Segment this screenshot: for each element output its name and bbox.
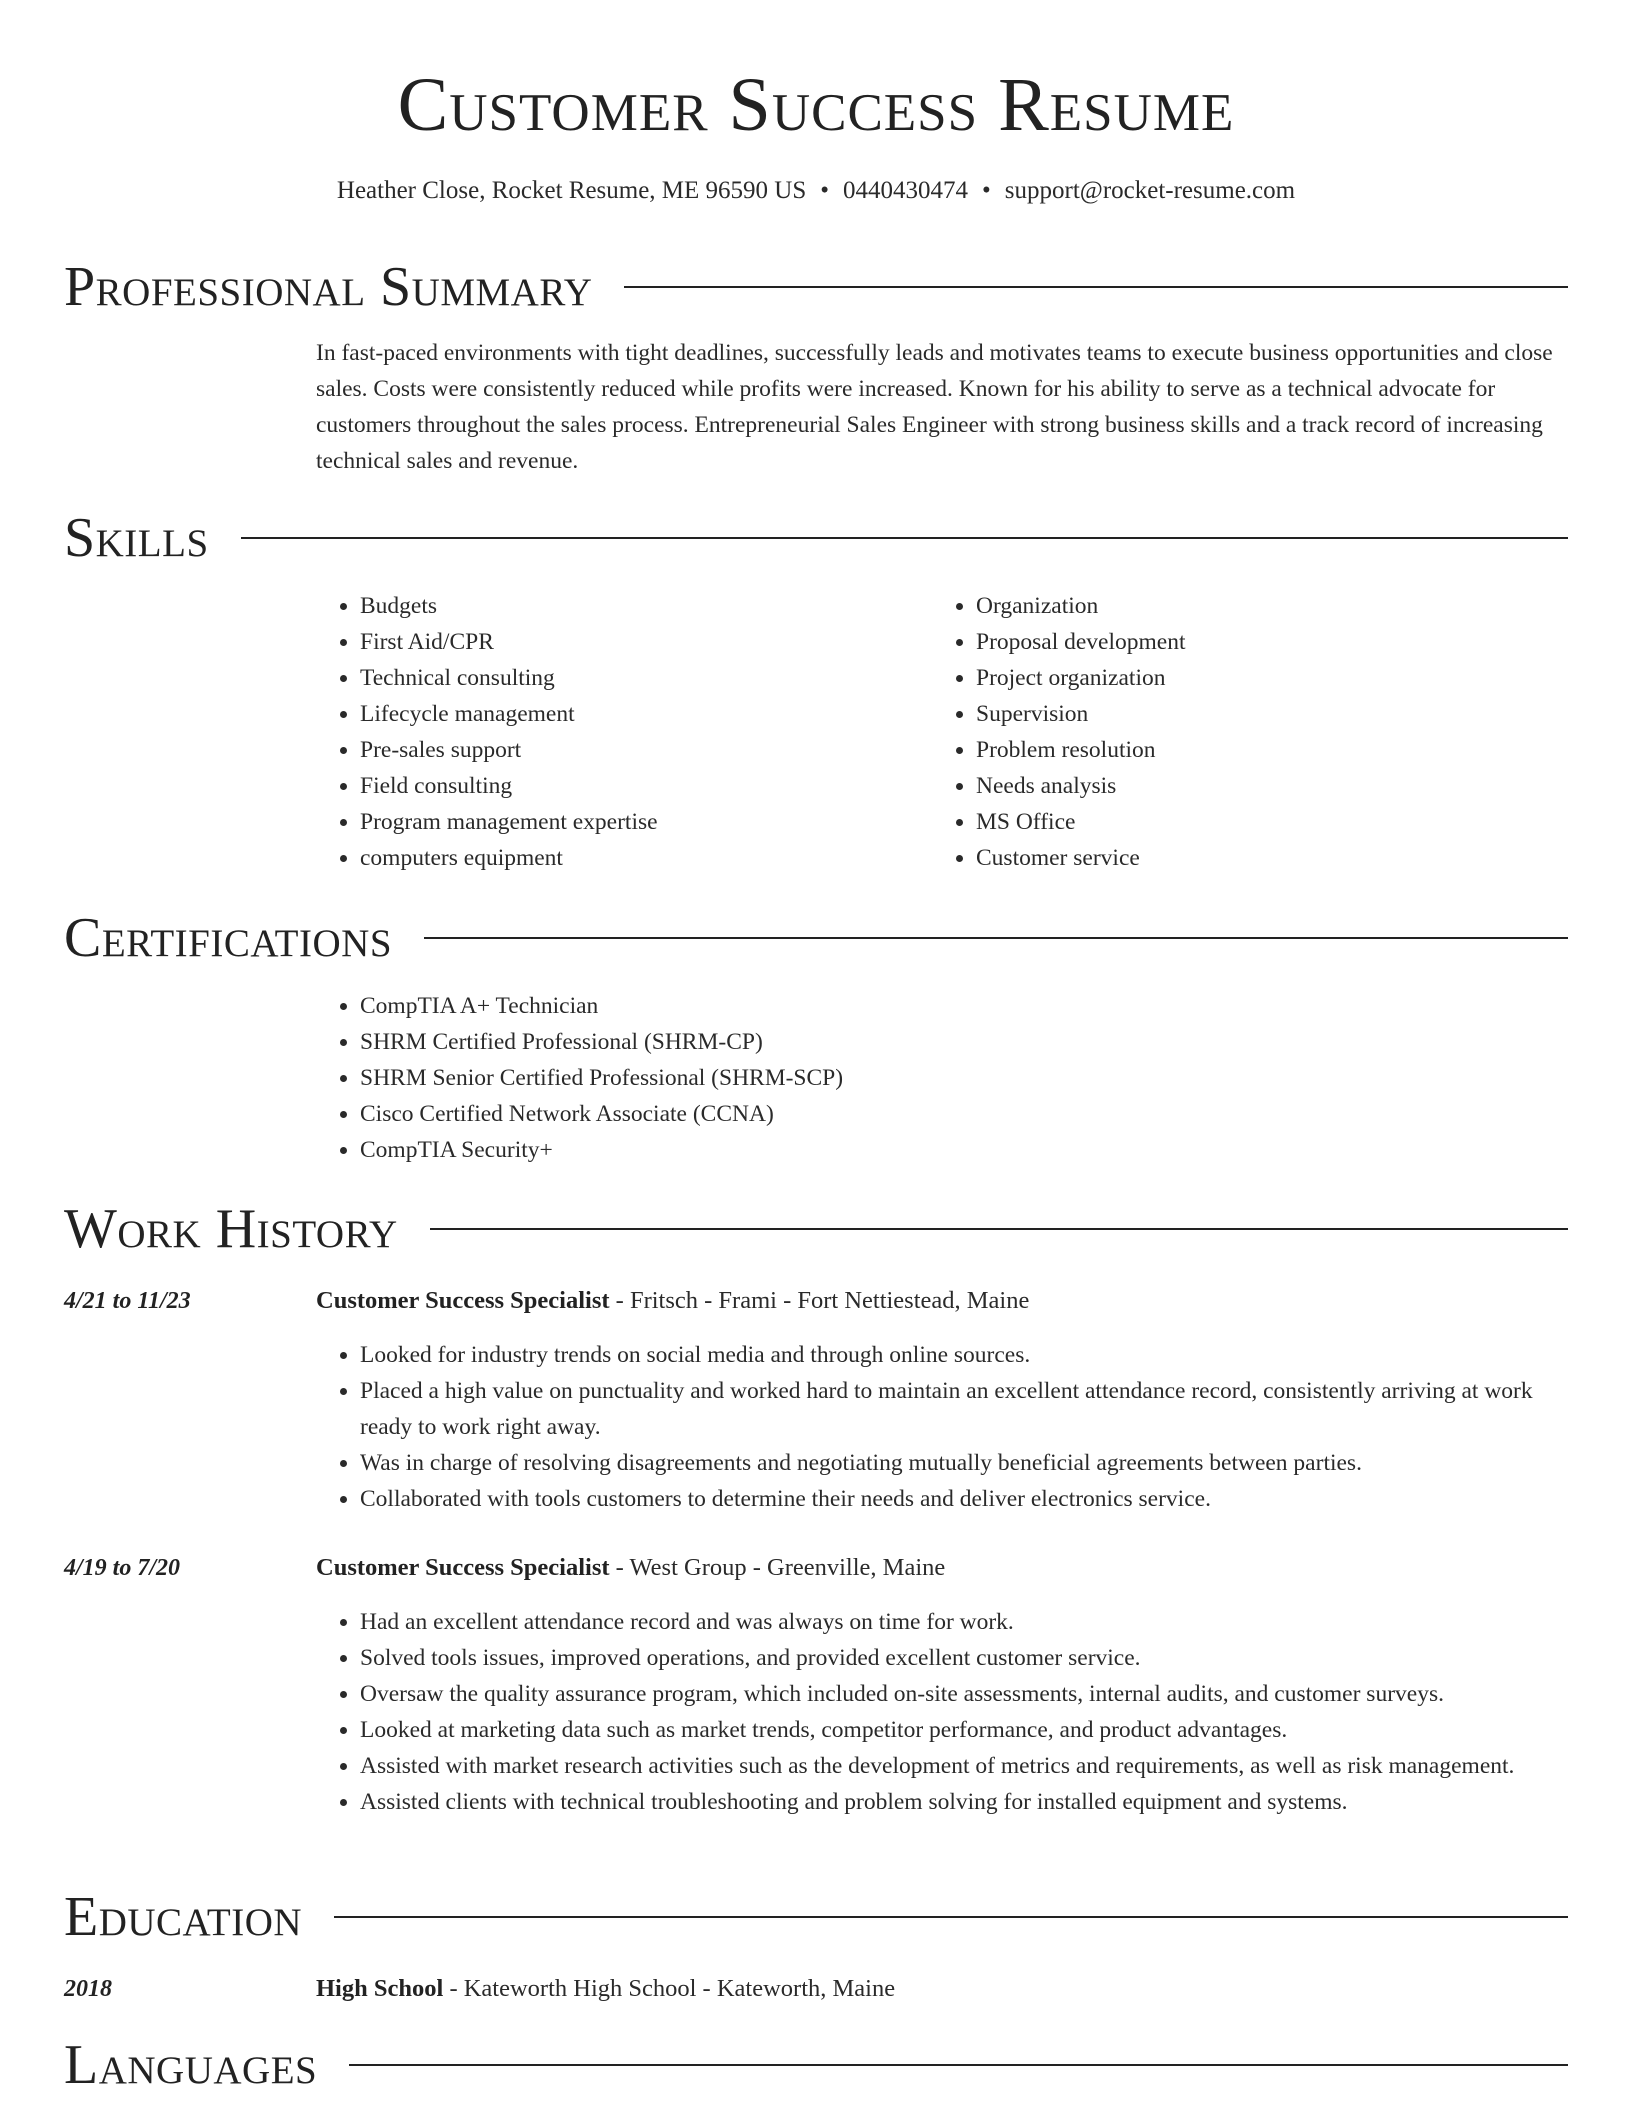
skill-item: • Supervision [976, 696, 1532, 732]
skill-item: • MS Office [976, 804, 1532, 840]
section-header-work-history [64, 1194, 1568, 1264]
job-bullet: • Looked for industry trends on social media and through online sources. [360, 1337, 1570, 1373]
education-entry [316, 1971, 895, 2007]
contact-separator: • [982, 177, 991, 204]
skill-item: • Lifecycle management [360, 696, 916, 732]
job-bullets [316, 1604, 1570, 1820]
skill-item: • Program management expertise [360, 804, 916, 840]
skill-item: • Needs analysis [976, 768, 1532, 804]
section-title: Languages [64, 2034, 318, 2096]
skill-item: • Budgets [360, 588, 916, 624]
skill-item: • Organization [976, 588, 1532, 624]
education-degree: High School [316, 1975, 444, 2002]
section-divider [424, 937, 1568, 939]
job-title: Customer Success Specialist [316, 1554, 610, 1581]
skill-item: • Pre-sales support [360, 732, 916, 768]
job-title: Customer Success Specialist [316, 1287, 610, 1314]
job-bullet: • Assisted with market research activities such as the development of metrics and requirements, as well as risk management. [360, 1748, 1570, 1784]
skill-item: • Field consulting [360, 768, 916, 804]
skill-item: • computers equipment [360, 840, 916, 876]
contact-separator: • [820, 177, 830, 204]
job-dates: 4/19 to 7/20 [64, 1555, 181, 1581]
job-bullet: • Collaborated with tools customers to determine their needs and deliver electronics service. [360, 1481, 1570, 1517]
job-employer: - Fritsch - Frami - Fort Nettiestead, Maine [609, 1287, 1030, 1314]
section-title: Certifications [64, 907, 393, 969]
job-bullet: • Looked at marketing data such as market trends, competitor performance, and product advantages. [360, 1712, 1570, 1748]
skill-item: • Project organization [976, 660, 1532, 696]
section-title: Skills [64, 507, 209, 569]
section-header-summary [64, 252, 1568, 322]
certification-item: • SHRM Certified Professional (SHRM-CP) [360, 1024, 1570, 1060]
job-bullets [316, 1337, 1570, 1517]
skill-item: • First Aid/CPR [360, 624, 916, 660]
skill-item: • Customer service [976, 840, 1532, 876]
section-divider [241, 537, 1568, 539]
section-header-certifications [64, 903, 1568, 973]
job-bullet: • Solved tools issues, improved operations, and provided excellent customer service. [360, 1640, 1570, 1676]
section-header-education [64, 1882, 1568, 1952]
section-header-languages [64, 2030, 1568, 2100]
education-year: 2018 [64, 1976, 112, 2002]
certification-item: • CompTIA A+ Technician [360, 988, 1570, 1024]
job-header [316, 1550, 945, 1586]
summary-text: In fast-paced environments with tight deadlines, successfully leads and motivates teams to execute business opportunities and close sales. Costs were consistently reduced while profits were increased. Known for his ability to serve as a technical advocate for customers throughout the sales process. Entrepreneurial Sales Engineer with strong business skills and a track record of increasing technical sales and revenue. [316, 340, 1553, 474]
job-header [316, 1283, 1029, 1319]
education-school: - Kateworth High School - Kateworth, Maine [443, 1975, 896, 2002]
job-bullet: • Assisted clients with technical troubleshooting and problem solving for installed equipment and systems. [360, 1784, 1570, 1820]
section-divider [334, 1916, 1568, 1918]
contact-line [0, 174, 1632, 208]
certification-item: • CompTIA Security+ [360, 1132, 1570, 1168]
job-bullet: • Placed a high value on punctuality and worked hard to maintain an excellent attendance record, consistently arriving at work ready to work right away. [360, 1373, 1570, 1445]
section-divider [349, 2064, 1568, 2066]
section-header-skills [64, 503, 1568, 573]
section-divider [430, 1228, 1568, 1230]
skills-column-right [932, 588, 1532, 876]
skills-column-left [316, 588, 916, 876]
job-employer: - West Group - Greenville, Maine [609, 1554, 946, 1581]
job-bullet: • Had an excellent attendance record and was always on time for work. [360, 1604, 1570, 1640]
contact-address: Heather Close, Rocket Resume, ME 96590 US [336, 177, 807, 204]
section-title: Work History [64, 1198, 398, 1260]
job-dates: 4/21 to 11/23 [64, 1288, 191, 1314]
certifications-list [316, 988, 1570, 1168]
contact-phone: 0440430474 [843, 177, 969, 204]
contact-email[interactable]: support@rocket-resume.com [1004, 177, 1296, 204]
skill-item: • Problem resolution [976, 732, 1532, 768]
certification-item: • SHRM Senior Certified Professional (SHRM-SCP) [360, 1060, 1570, 1096]
job-bullet: • Was in charge of resolving disagreements and negotiating mutually beneficial agreements between parties. [360, 1445, 1570, 1481]
resume-title: Customer Success Resume [397, 63, 1235, 147]
section-title: Professional Summary [64, 256, 593, 318]
section-title: Education [64, 1886, 303, 1948]
certification-item: • Cisco Certified Network Associate (CCNA) [360, 1096, 1570, 1132]
skill-item: • Proposal development [976, 624, 1532, 660]
section-divider [624, 286, 1568, 288]
skill-item: • Technical consulting [360, 660, 916, 696]
job-bullet: • Oversaw the quality assurance program, which included on-site assessments, internal audits, and customer surveys. [360, 1676, 1570, 1712]
